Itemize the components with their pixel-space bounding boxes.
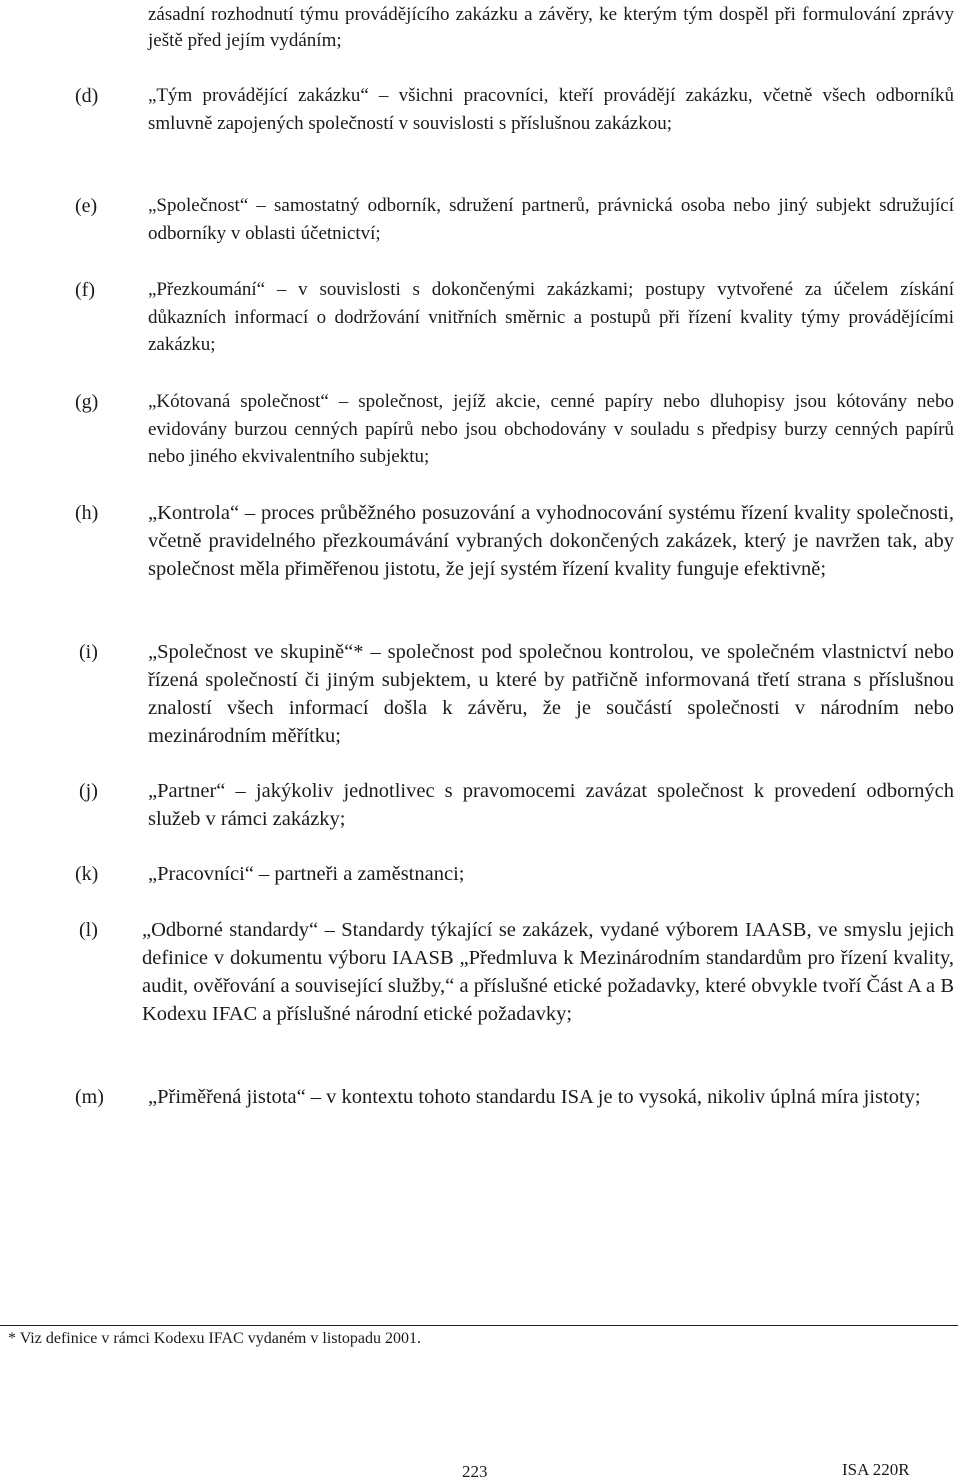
- definition-text: „Společnost“ – samostatný odborník, sdružení partnerů, právnická osoba nebo jiný subjekt sdružující odborníky v oblasti účetnictví;: [148, 195, 954, 244]
- definition-marker: (m): [75, 1086, 104, 1108]
- definition-text: „Pracovníci“ – partneři a zaměstnanci;: [148, 863, 465, 885]
- definition-text: „Kótovaná společnost“ – společnost, jejíž akcie, cenné papíry nebo dluhopisy jsou kótovány nebo evidovány burzou cenných papírů nebo jsou obchodovány v souladu s předpisy burzy cenných papírů nebo jiného ekvivalentního subjektu;: [148, 391, 954, 467]
- document-code: ISA 220R: [842, 1460, 910, 1479]
- definition-marker: (l): [79, 919, 98, 941]
- definition-text: „Odborné standardy“ – Standardy týkající se zakázek, vydané výborem IAASB, ve smyslu jejich definice v dokumentu výboru IAASB „Předmluva k Mezinárodním standardům pro řízení kvality, audit, ověřování a související služby,“ a příslušné etické požadavky, které obvykle tvoří Část A a B Kodexu IFAC a příslušné národní etické požadavky;: [142, 919, 954, 1025]
- definition-marker: (i): [79, 641, 98, 663]
- definition-text: „Partner“ – jakýkoliv jednotlivec s pravomocemi zavázat společnost k provedení odborných služeb v rámci zakázky;: [148, 780, 954, 830]
- definition-text: „Přiměřená jistota“ – v kontextu tohoto standardu ISA je to vysoká, nikoliv úplná míra jistoty;: [148, 1086, 921, 1108]
- footnote: * Viz definice v rámci Kodexu IFAC vydaném v listopadu 2001.: [8, 1330, 422, 1347]
- definition-marker: (g): [75, 391, 99, 413]
- definition-text: „Kontrola“ – proces průběžného posuzování a vyhodnocování systému řízení kvality společnosti, včetně pravidelného přezkoumávání vybraných dokončených zakázek, který je navržen tak, aby společnost měla přiměřenou jistotu, že její systém řízení kvality funguje efektivně;: [148, 502, 954, 580]
- definition-marker: (e): [75, 195, 98, 217]
- definition-text: „Tým provádějící zakázku“ – všichni pracovníci, kteří provádějí zakázku, včetně všech odborníků smluvně zapojených společností v souvislosti s příslušnou zakázkou;: [148, 85, 954, 134]
- page-number: 223: [462, 1462, 488, 1481]
- definition-marker: (h): [75, 502, 99, 524]
- definition-marker: (k): [75, 863, 99, 885]
- definition-marker: (f): [75, 279, 95, 301]
- footnote-divider: [0, 1325, 958, 1326]
- intro-paragraph: zásadní rozhodnutí týmu provádějícího zakázku a závěry, ke kterým tým dospěl při formulování zprávy ještě před jejím vydáním;: [148, 4, 954, 51]
- definition-text: „Společnost ve skupině“* – společnost pod společnou kontrolou, ve společném vlastnictví nebo řízená společností či jiným subjektem, u které by patřičně informovaná třetí strana s příslušnou znalostí všech informací došla k závěru, že je součástí společnosti v národním nebo mezinárodním měřítku;: [148, 641, 954, 747]
- definition-marker: (d): [75, 85, 99, 107]
- definition-text: „Přezkoumání“ – v souvislosti s dokončenými zakázkami; postupy vytvořené za účelem získání důkazních informací o dodržování vnitřních směrnic a postupů při řízení kvality týmy provádějícími zakázku;: [148, 279, 954, 355]
- definition-marker: (j): [79, 780, 98, 802]
